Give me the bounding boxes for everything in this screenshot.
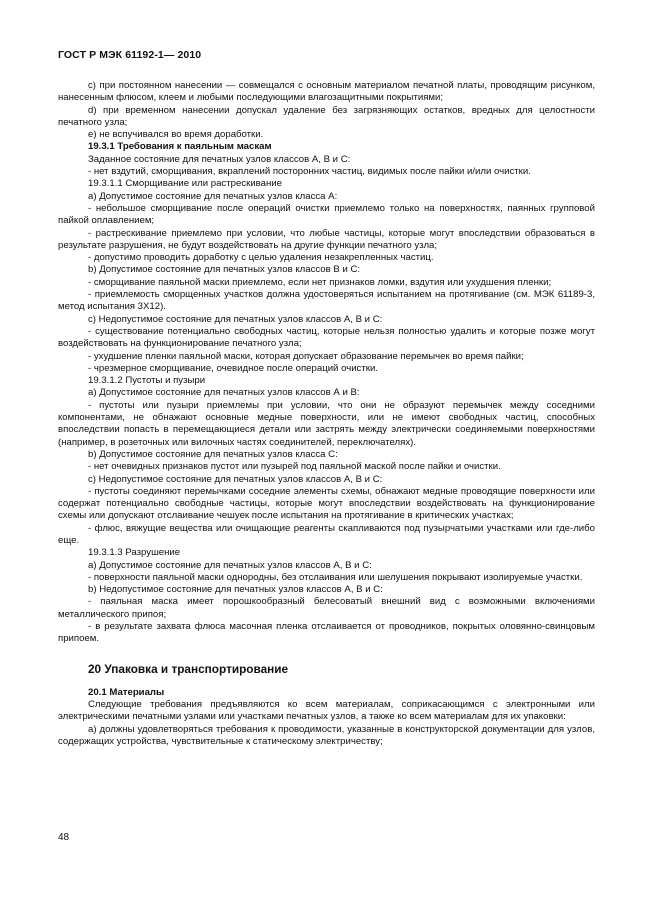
paragraph: - нет вздутий, сморщивания, вкраплений посторонних частиц, видимых после пайки и/или очистки. [88,166,531,178]
subsection-heading: 19.3.1.2 Пустоты и пузыри [88,375,206,387]
paragraph: - чрезмерное сморщивание, очевидное после операций очистки. [88,362,378,374]
paragraph: а) должны удовлетворяться требования к проводимости, указанные в конструкторской документации для узлов, содержащих устройства, чувствительные к статическому электричеству; [58,723,595,747]
document-header: ГОСТ Р МЭК 61192-1— 2010 [58,49,202,61]
paragraph: - растрескивание приемлемо при условии, что любые частицы, которые могут впоследствии образоваться в результате разрушения, не будут воздействовать на другие функции печатного узла; [58,227,595,251]
paragraph: b) Допустимое состояние для печатных узлов класса С: [88,448,338,460]
paragraph: - сморщивание паяльной маски приемлемо, если нет признаков ломки, вздутия или ухудшения пленки; [88,276,552,288]
subsection-heading: 19.3.1.1 Сморщивание или растрескивание [88,178,282,190]
subsection-heading: 19.3.1 Требования к паяльным маскам [88,141,272,153]
paragraph: - небольшое сморщивание после операций очистки приемлемо только на поверхностях, паянных групповой пайкой оплавлением; [58,202,595,227]
paragraph: е) не вспучивался во время доработки. [88,129,264,141]
page-number: 48 [58,832,70,843]
paragraph: Следующие требования предъявляются ко всем материалам, соприкасающимся с электронными или электрическими печатными узлами или участками печатных узлов, а также ко всем материалам для их упаковки: [58,698,595,723]
paragraph: - пустоты или пузыри приемлемы при условии, что они не образуют перемычек между соседними компонентами, не обнажают основные медные поверхности, или не имеют свободных частиц, способных впоследствии попасть в перемещающиеся детали или застрять между электрически соединяемыми поверхностями (например, в розеточных или вилочных частях соединителей, переключателях). [58,399,595,448]
paragraph: с) Недопустимое состояние для печатных узлов классов А, В и С: [88,313,383,325]
paragraph: - пустоты соединяют перемычками соседние элементы схемы, обнажают медные проводящие поверхности или содержат потенциально свободные частицы, которые могут впоследствии воздействовать на функционирование схемы или допускают отслаивание чешуек после испытания на протягивание в критических участках; [58,485,595,522]
paragraph: а) Допустимое состояние для печатных узлов классов А, В и С: [88,559,372,571]
subsection-heading: 20.1 Материалы [88,686,165,698]
section-heading: 20 Упаковка и транспортирование [88,661,289,676]
paragraph: b) Допустимое состояние для печатных узлов классов В и С: [88,264,361,276]
paragraph: а) Допустимое состояние для печатных узлов классов А и В: [88,387,360,399]
paragraph: - ухудшение пленки паяльной маски, которая допускает образование перемычек во время пайки; [88,350,524,362]
paragraph: - допустимо проводить доработку с целью удаления незакрепленных частиц. [88,252,434,264]
paragraph: - существование потенциально свободных частиц, которые нельзя полностью удалить и которые позже могут воздействовать на функционирование печатного узла; [58,325,595,350]
paragraph: с) Недопустимое состояние для печатных узлов классов А, В и С: [88,473,383,485]
paragraph: - приемлемость сморщенных участков должна удостоверяться испытанием на протягивание (см. МЭК 61189-3, метод испытания 3Х12). [58,289,595,313]
paragraph: d) при временном нанесении допускал удаление без загрязняющих остатков, вредных для целостности печатного узла; [58,104,595,128]
paragraph: с) при постоянном нанесении — совмещался с основным материалом печатной платы, проводящим рисунком, нанесенным флюсом, клеем и любыми последующими влагозащитными покрытиями; [58,80,595,104]
paragraph: - поверхности паяльной маски однородны, без отслаивания или шелушения покрывают изолируемые участки. [88,571,583,583]
paragraph: - нет очевидных признаков пустот или пузырей под паяльной маской после пайки и очистки. [88,461,501,473]
paragraph: b) Недопустимое состояние для печатных узлов классов А, В и С: [88,584,383,596]
paragraph: а) Допустимое состояние для печатных узлов класса А: [88,190,338,202]
subsection-heading: 19.3.1.3 Разрушение [88,547,181,559]
paragraph: Заданное состояние для печатных узлов классов А, В и С: [88,153,351,165]
paragraph: - паяльная маска имеет порошкообразный белесоватый внешний вид с возможными включениями металлического припоя; [58,596,595,620]
paragraph: - флюс, вяжущие вещества или очищающие реагенты скапливаются под пузырчатыми участками или где-либо еще. [58,522,595,546]
document-body [58,80,595,748]
paragraph: - в результате захвата флюса масочная пленка отслаивается от проводников, покрытых оловянно-свинцовым припоем. [58,621,595,645]
